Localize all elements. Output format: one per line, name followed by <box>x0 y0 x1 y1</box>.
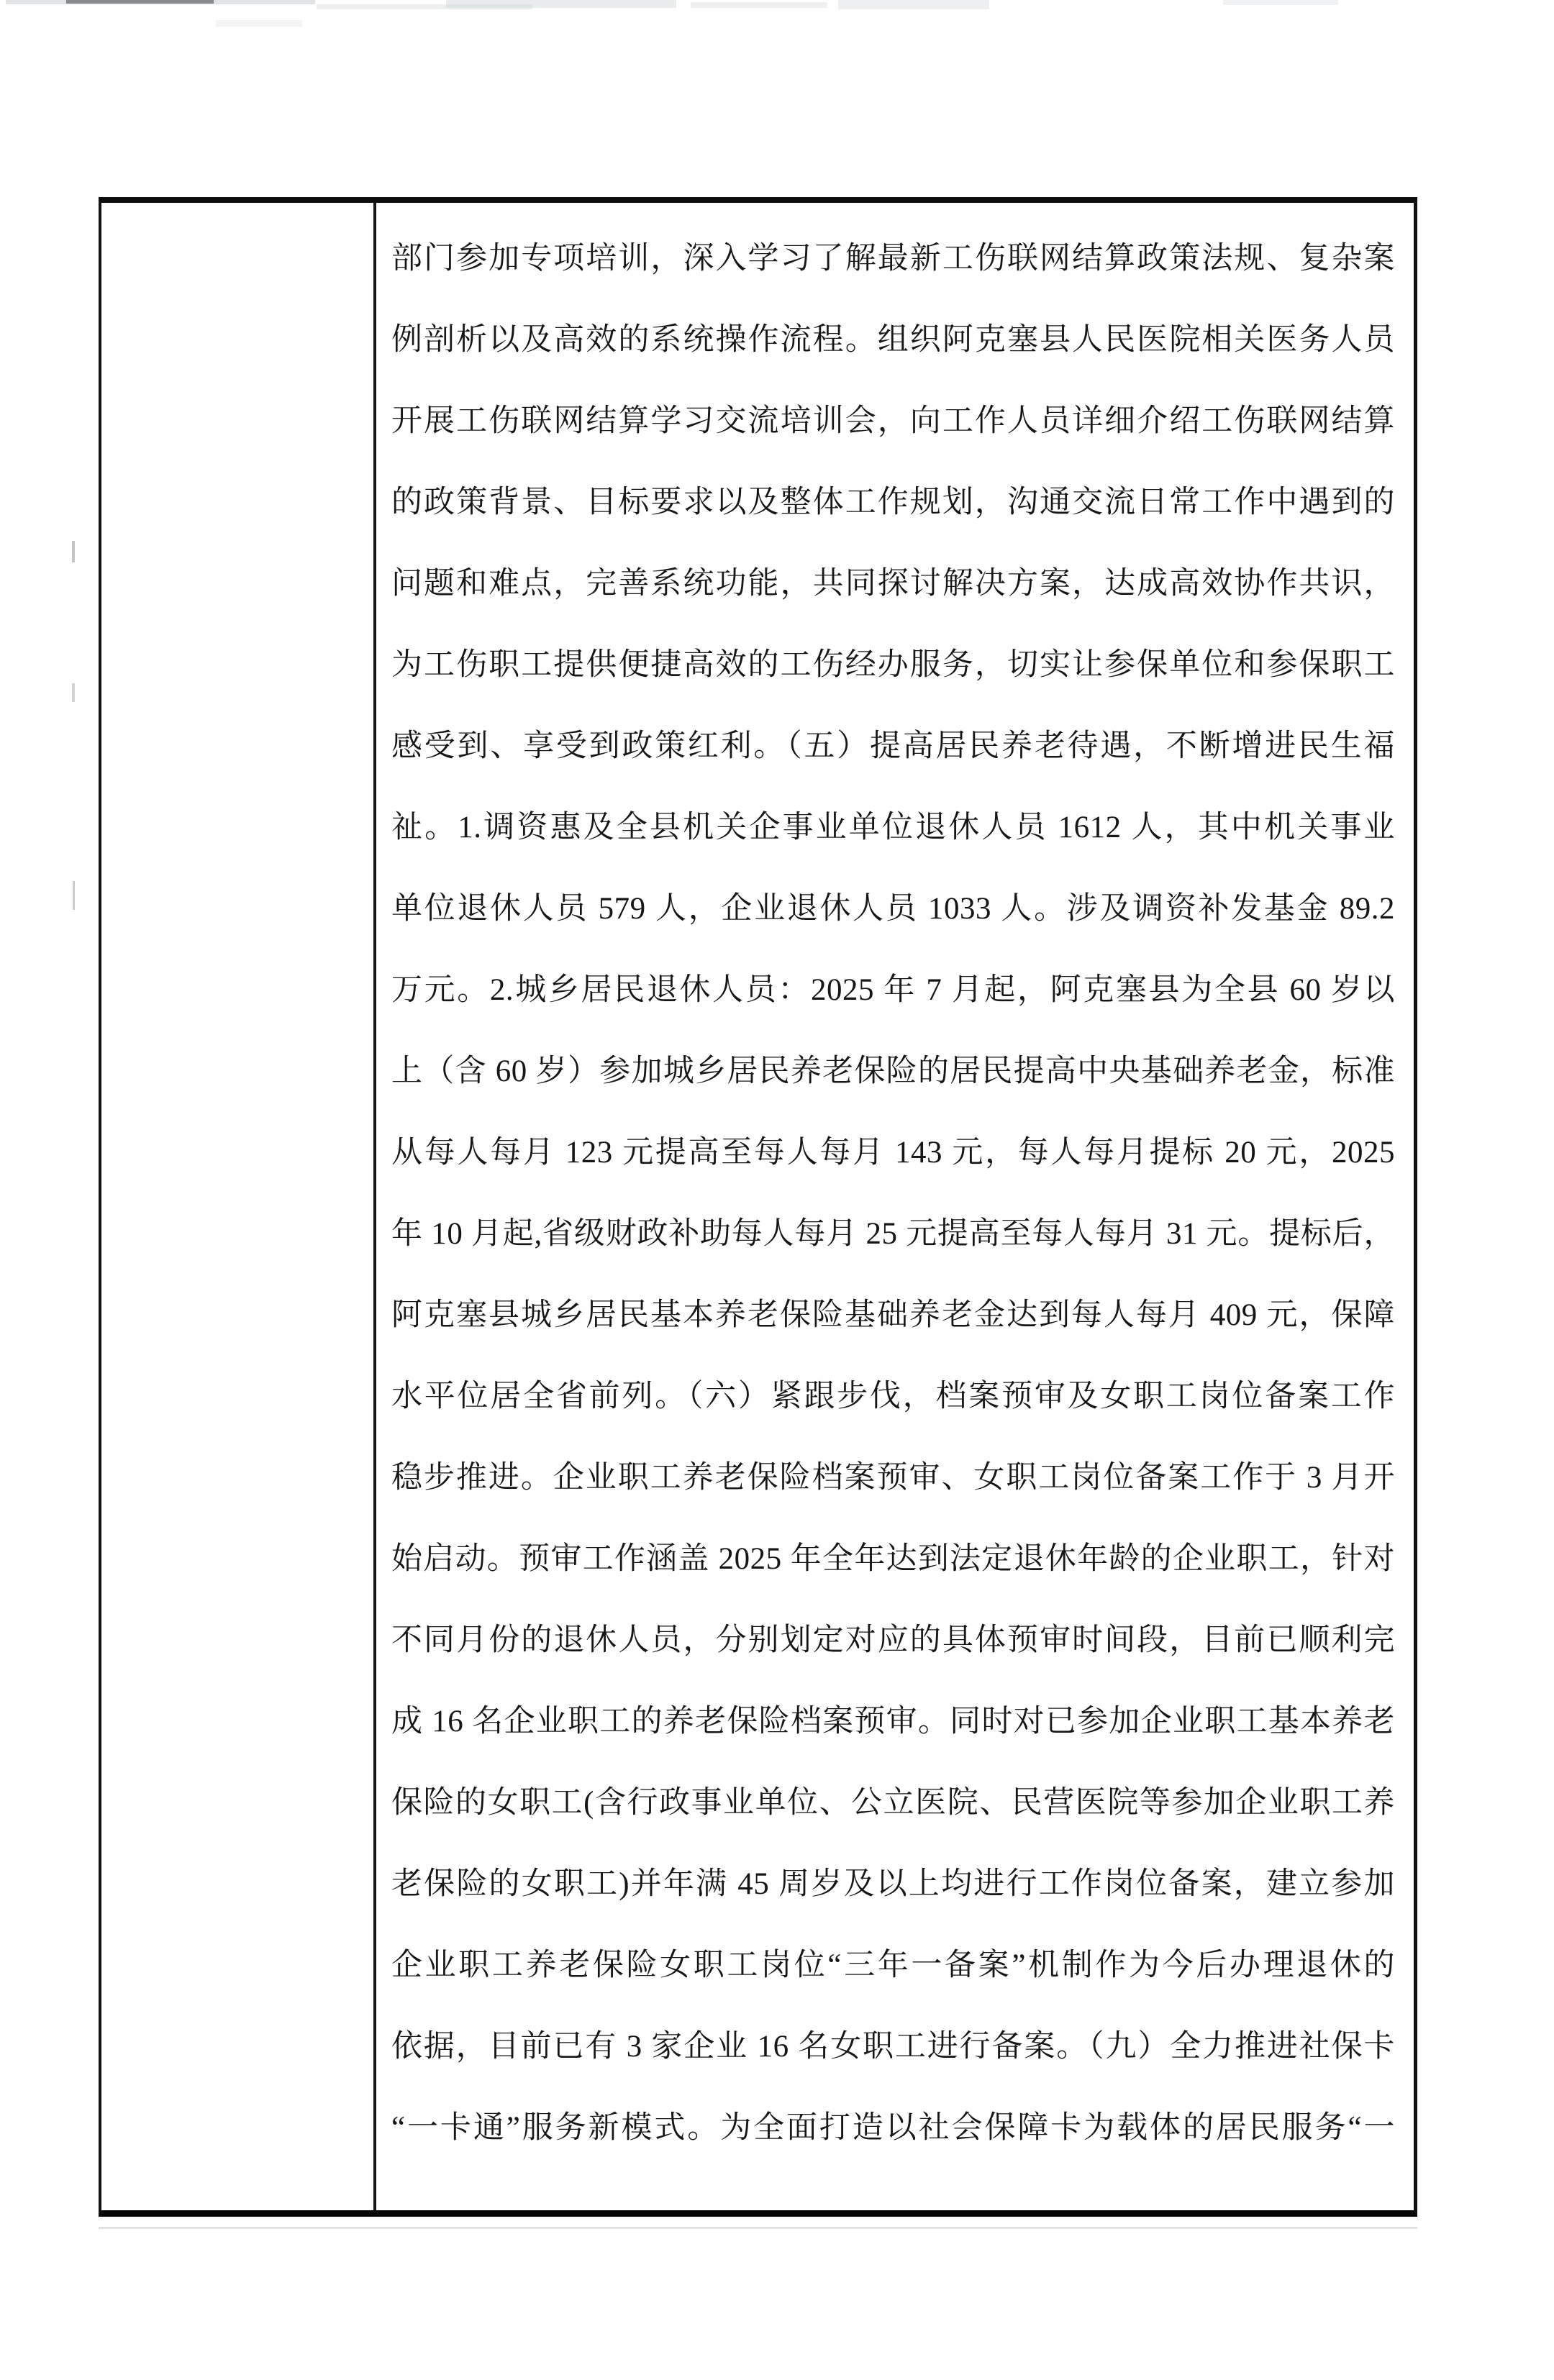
text-line: 祉。1.调资惠及全县机关企事业单位退休人员 1612 人，其中机关事业 <box>391 811 1395 844</box>
text-line: 万元。2.城乡居民退休人员：2025 年 7 月起，阿克塞县为全县 60 岁以 <box>391 973 1395 1007</box>
scan-streak <box>72 683 75 702</box>
text-line: 例剖析以及高效的系统操作流程。组织阿克塞县人民医院相关医务人员 <box>391 323 1395 357</box>
text-line: 稳步推进。企业职工养老保险档案预审、女职工岗位备案工作于 3 月开 <box>391 1461 1395 1495</box>
text-line: 上（含 60 岁）参加城乡居民养老保险的居民提高中央基础养老金，标准 <box>391 1054 1395 1088</box>
paragraph-lines <box>391 218 1395 2169</box>
scan-smudge <box>1223 0 1338 5</box>
table-label-cell <box>101 203 376 2210</box>
table-content-cell <box>376 203 1414 2210</box>
text-line: 阿克塞县城乡居民基本养老保险基础养老金达到每人每月 409 元，保障 <box>391 1298 1395 1332</box>
scan-smudge <box>446 0 676 8</box>
text-line: 成 16 名企业职工的养老保险档案预审。同时对已参加企业职工基本养老 <box>391 1705 1395 1738</box>
text-line: 保险的女职工(含行政事业单位、公立医院、民营医院等参加企业职工养 <box>391 1786 1395 1820</box>
text-line: 部门参加专项培训，深入学习了解最新工伤联网结算政策法规、复杂案 <box>391 242 1395 275</box>
text-line: 感受到、享受到政策红利。（五）提高居民养老待遇，不断增进民生福 <box>391 729 1395 763</box>
text-line: 不同月份的退休人员，分别划定对应的具体预审时间段，目前已顺利完 <box>391 1623 1395 1657</box>
text-line: 从每人每月 123 元提高至每人每月 143 元，每人每月提标 20 元，2025 <box>391 1136 1395 1170</box>
scan-streak <box>73 881 75 910</box>
text-line: 的政策背景、目标要求以及整体工作规划，沟通交流日常工作中遇到的 <box>391 485 1395 519</box>
scan-streak <box>72 541 75 562</box>
text-line: 开展工伤联网结算学习交流培训会，向工作人员详细介绍工伤联网结算 <box>391 404 1395 438</box>
text-line: 始启动。预审工作涵盖 2025 年全年达到法定退休年龄的企业职工，针对 <box>391 1542 1395 1576</box>
scan-smudge <box>838 0 989 9</box>
scan-smudge <box>216 20 302 27</box>
scan-smudge <box>6 0 315 4</box>
text-line: “一卡通”服务新模式。为全面打造以社会保障卡为载体的居民服务“一 <box>391 2111 1395 2145</box>
report-table <box>99 197 1417 2217</box>
text-line: 单位退休人员 579 人，企业退休人员 1033 人。涉及调资补发基金 89.2 <box>391 892 1395 926</box>
text-line: 为工伤职工提供便捷高效的工伤经办服务，切实让参保单位和参保职工 <box>391 648 1395 682</box>
text-line: 企业职工养老保险女职工岗位“三年一备案”机制作为今后办理退休的 <box>391 1948 1395 1982</box>
text-line: 问题和难点，完善系统功能，共同探讨解决方案，达成高效协作共识， <box>391 567 1395 601</box>
scan-smudge <box>317 4 532 9</box>
scan-shadow-line <box>99 2227 1417 2229</box>
text-line: 老保险的女职工)并年满 45 周岁及以上均进行工作岗位备案，建立参加 <box>391 1867 1395 1901</box>
scan-smudge <box>691 2 827 8</box>
scan-smudge <box>66 0 214 4</box>
text-line: 水平位居全省前列。（六）紧跟步伐，档案预审及女职工岗位备案工作 <box>391 1380 1395 1413</box>
text-line: 年 10 月起,省级财政补助每人每月 25 元提高至每人每月 31 元。提标后， <box>391 1217 1395 1251</box>
text-line: 依据，目前已有 3 家企业 16 名女职工进行备案。（九）全力推进社保卡 <box>391 2030 1395 2064</box>
